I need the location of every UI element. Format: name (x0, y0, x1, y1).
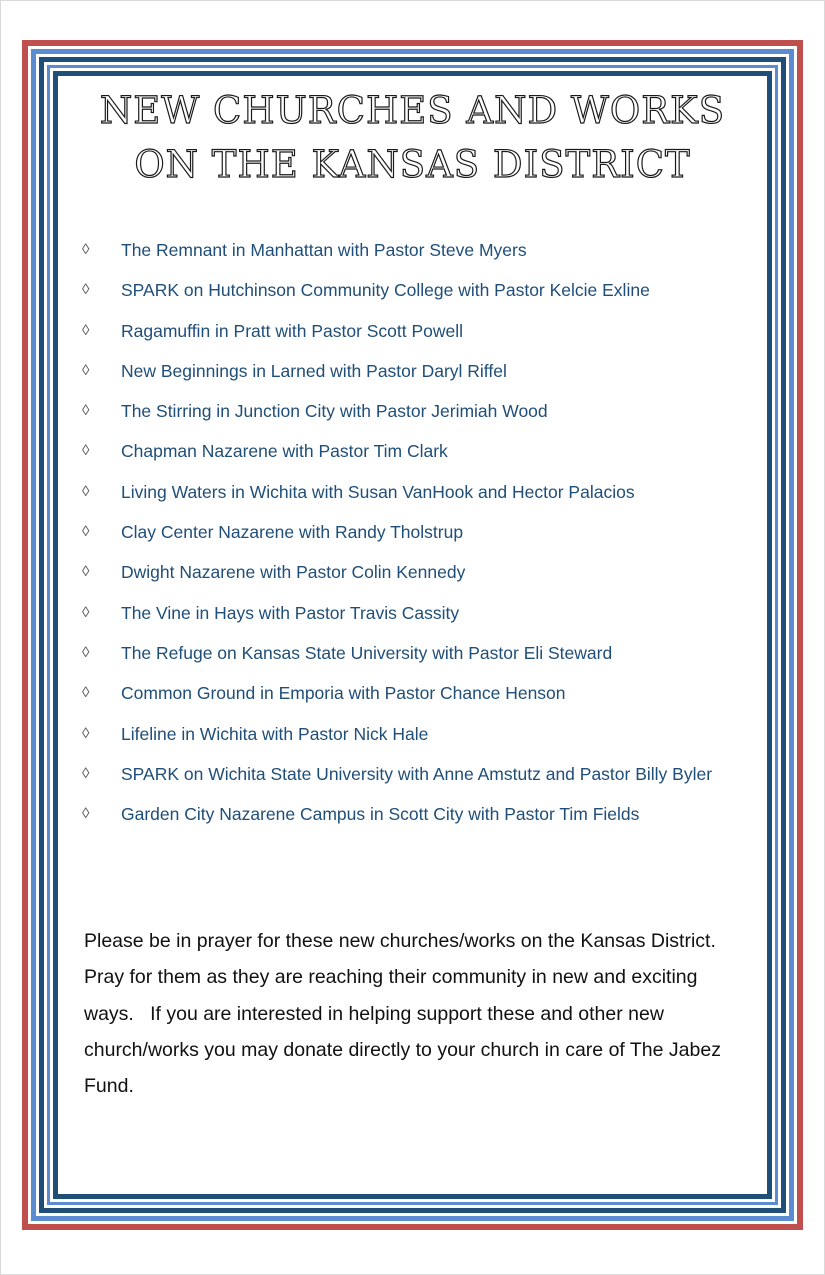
page-title (60, 84, 765, 192)
diamond-bullet-icon: ◊ (82, 402, 90, 420)
list-item (78, 397, 748, 425)
list-item (78, 518, 748, 546)
diamond-bullet-icon: ◊ (82, 241, 90, 258)
diamond-bullet-icon: ◊ (82, 764, 90, 782)
list-item (78, 679, 748, 707)
list-item-text: Living Waters in Wichita with Susan VanHook and Hector Palacios (121, 481, 635, 502)
list-item (78, 760, 748, 788)
title-line-1: NEW CHURCHES AND WORKS (99, 89, 726, 132)
list-item-text: Dwight Nazarene with Pastor Colin Kennedy (121, 562, 466, 583)
diamond-bullet-icon: ◊ (82, 563, 90, 581)
list-item-text: The Vine in Hays with Pastor Travis Cassity (121, 602, 460, 623)
works-list (78, 236, 748, 840)
diamond-bullet-icon: ◊ (82, 321, 90, 339)
list-item-text: SPARK on Hutchinson Community College with Pastor Kelcie Exline (121, 280, 650, 301)
prayer-paragraph: Please be in prayer for these new churches/works on the Kansas District. Pray for them as they are reaching their community in new and exciting ways. If you are interested in helping support these and other new church/works you may donate directly to your church in care of The Jabez Fund. (84, 930, 727, 1098)
list-item-text: Ragamuffin in Pratt with Pastor Scott Powell (121, 320, 464, 341)
list-item (78, 800, 748, 828)
list-item-text: The Refuge on Kansas State University with Pastor Eli Steward (121, 642, 613, 663)
list-item-text: Common Ground in Emporia with Pastor Chance Henson (121, 683, 566, 704)
diamond-bullet-icon: ◊ (82, 724, 90, 742)
list-item (78, 317, 748, 345)
diamond-bullet-icon: ◊ (82, 523, 90, 541)
list-item-text: The Stirring in Junction City with Pastor Jerimiah Wood (121, 401, 548, 422)
diamond-bullet-icon: ◊ (82, 442, 90, 460)
list-item (78, 558, 748, 586)
list-item-text: The Remnant in Manhattan with Pastor Steve Myers (121, 240, 527, 260)
list-item (78, 437, 748, 465)
diamond-bullet-icon: ◊ (82, 482, 90, 500)
list-item (78, 478, 748, 506)
diamond-bullet-icon: ◊ (82, 643, 90, 661)
diamond-bullet-icon: ◊ (82, 684, 90, 702)
list-item-text: SPARK on Wichita State University with Anne Amstutz and Pastor Billy Byler (121, 763, 713, 784)
list-item-text: Lifeline in Wichita with Pastor Nick Hale (121, 723, 429, 744)
list-item (78, 599, 748, 627)
list-item-text: Garden City Nazarene Campus in Scott City with Pastor Tim Fields (121, 804, 640, 825)
list-item (78, 357, 748, 385)
diamond-bullet-icon: ◊ (82, 281, 90, 299)
list-item (78, 639, 748, 667)
diamond-bullet-icon: ◊ (82, 361, 90, 379)
list-item-text: New Beginnings in Larned with Pastor Daryl Riffel (121, 360, 507, 381)
list-item (78, 720, 748, 748)
diamond-bullet-icon: ◊ (82, 603, 90, 621)
list-item-text: Chapman Nazarene with Pastor Tim Clark (121, 441, 448, 462)
list-item (78, 236, 748, 264)
diamond-bullet-icon: ◊ (82, 805, 90, 823)
list-item-text: Clay Center Nazarene with Randy Tholstrup (121, 522, 464, 543)
list-item (78, 276, 748, 304)
title-line-2: ON THE KANSAS DISTRICT (134, 143, 691, 186)
